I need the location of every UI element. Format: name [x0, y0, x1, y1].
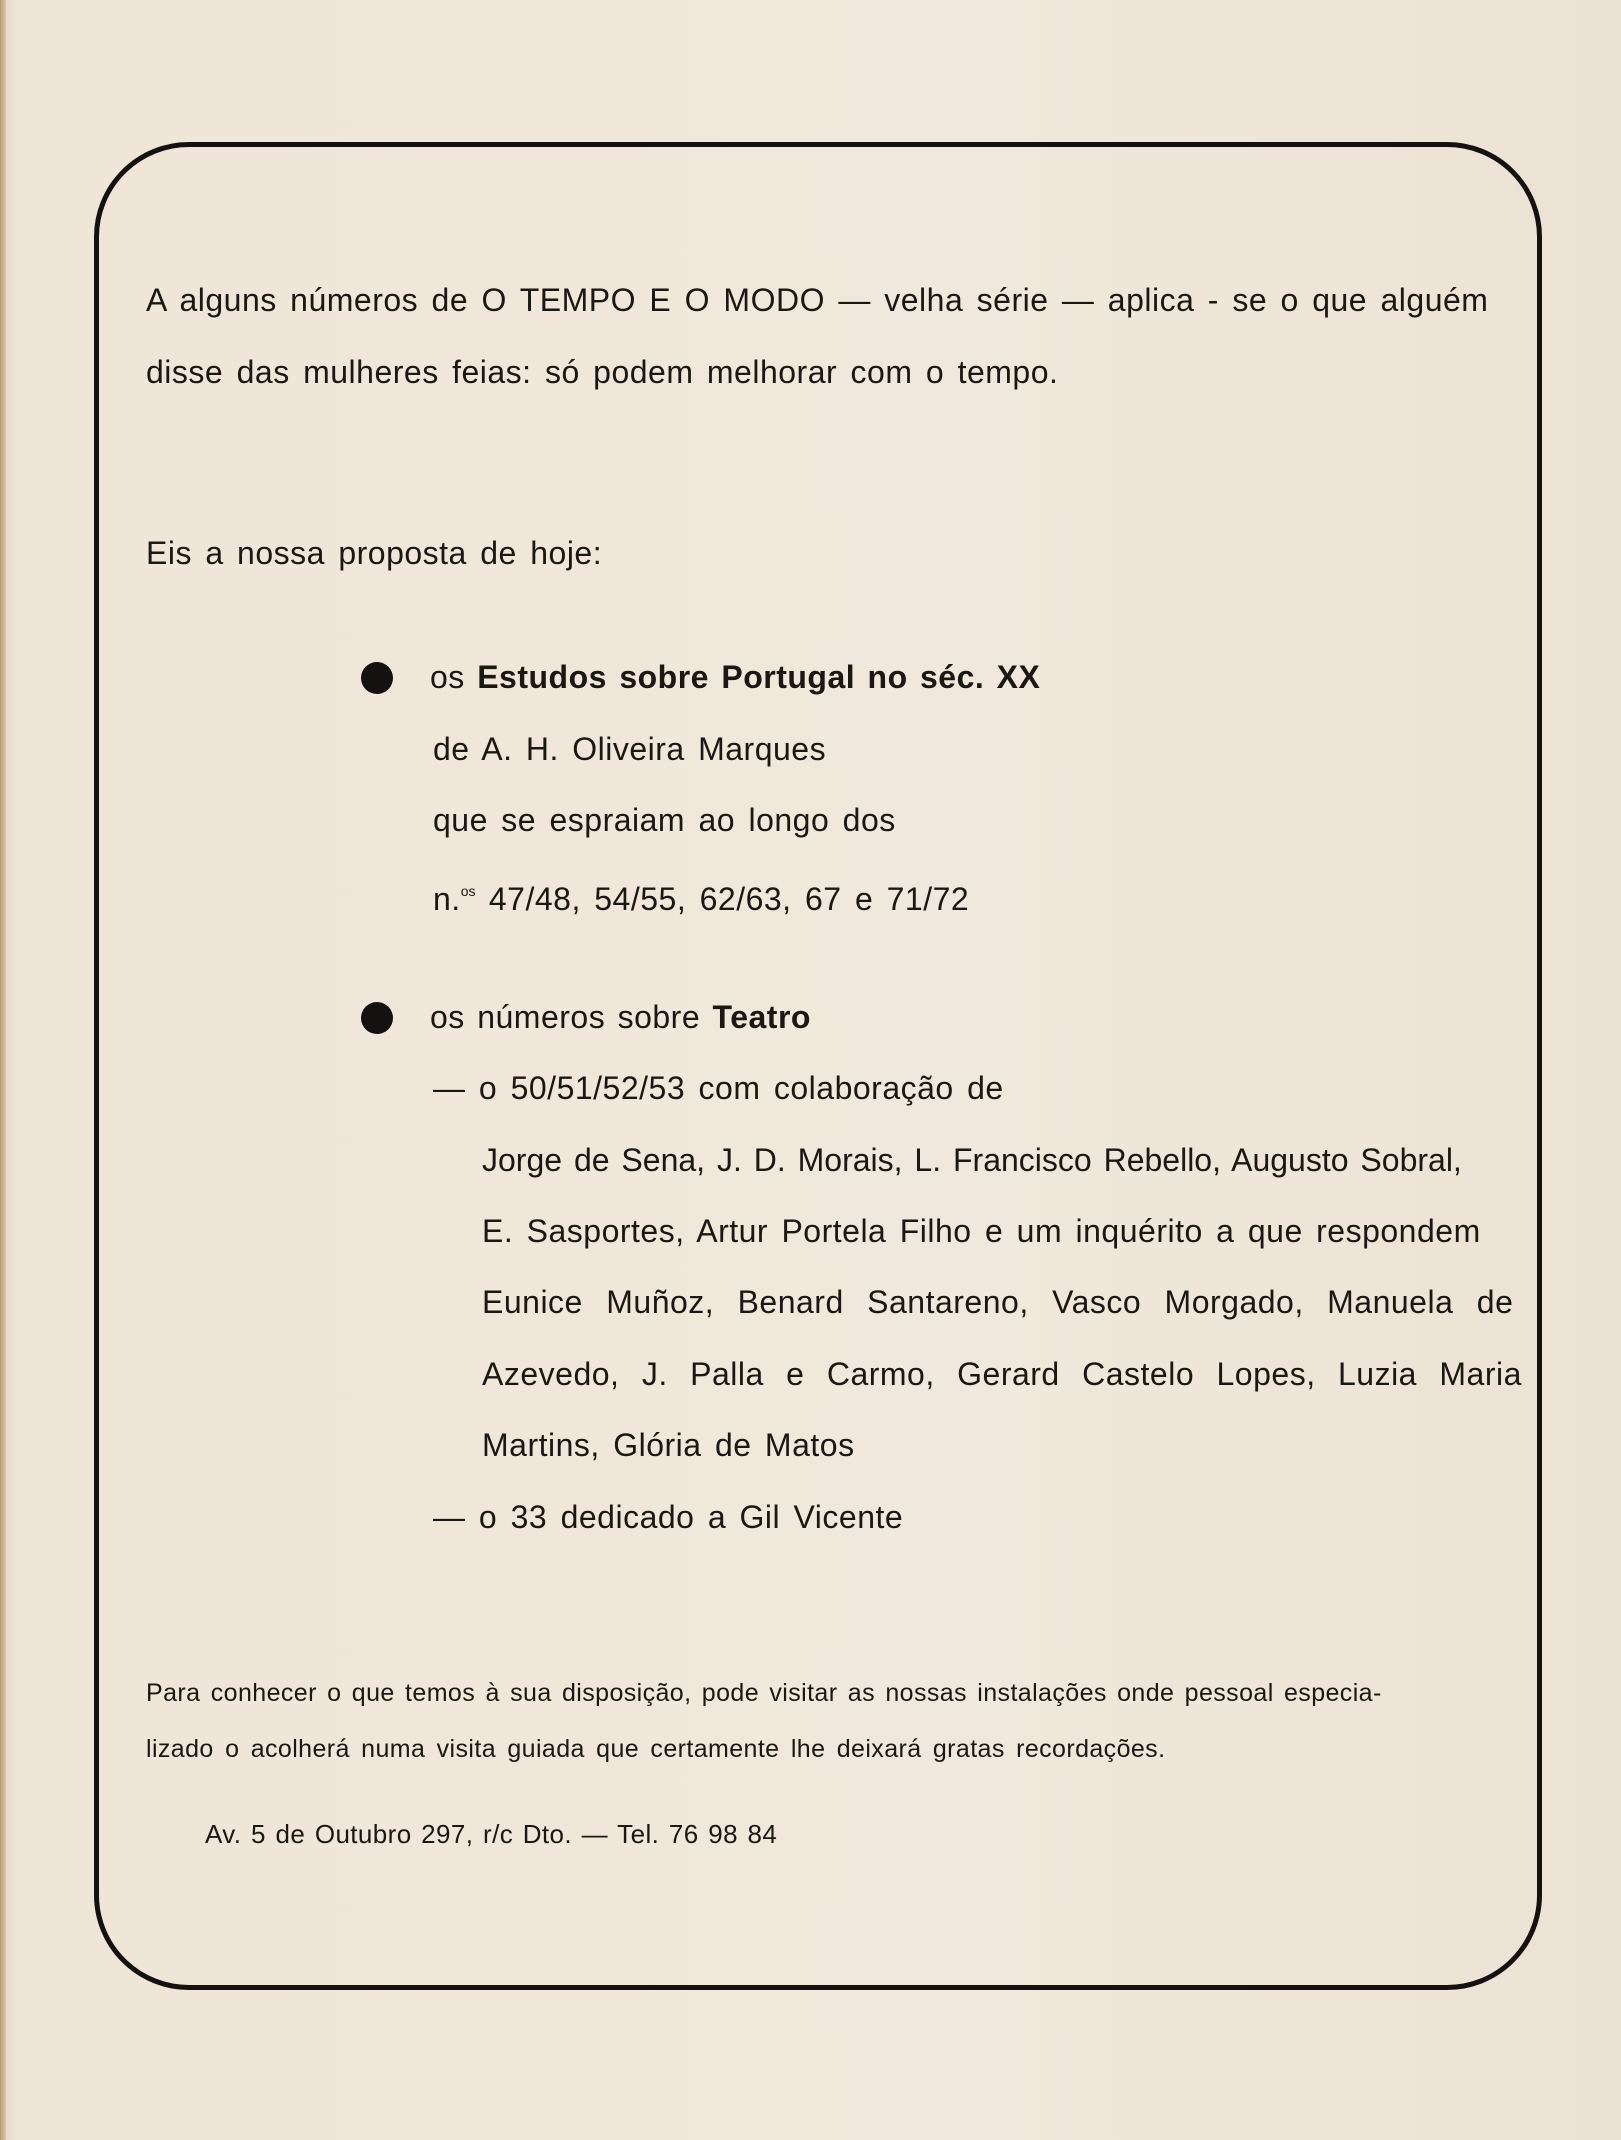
item2-names-line-1: [482, 1140, 1494, 1180]
footer-line-2: lizado o acolherá numa visita guiada que certamente lhe deixará gratas recordações.: [146, 1735, 1166, 1763]
footer-address: Av. 5 de Outubro 297, r/c Dto. — Tel. 76 98 84: [205, 1819, 778, 1849]
item2-names-line-3: Eunice Muñoz, Benard Santareno, Vasco Morgado, Manuela de: [482, 1284, 1514, 1320]
item1-title: Estudos sobre Portugal no séc. XX: [477, 659, 1041, 695]
item2-names-line-5: Martins, Glória de Matos: [482, 1427, 855, 1463]
item1-title-line: [430, 657, 1040, 697]
item2-sub2: — o 33 dedicado a Gil Vicente: [433, 1499, 904, 1535]
item2-prefix: os números sobre: [430, 999, 713, 1035]
bullet-icon: [361, 1002, 393, 1034]
item1-prefix: os: [430, 659, 478, 695]
item2-names-line-4: Azevedo, J. Palla e Carmo, Gerard Castelo Lopes, Luzia Maria: [482, 1356, 1522, 1392]
item1-issues: [433, 871, 969, 919]
intro-line-2: disse das mulheres feias: só podem melhorar com o tempo.: [146, 354, 1059, 390]
item1-issues-sup: os: [460, 883, 476, 899]
item2-title: Teatro: [712, 999, 811, 1035]
item2-title-line: [430, 997, 811, 1037]
rounded-frame: [94, 142, 1542, 1990]
page-edge: [0, 0, 6, 2140]
proposal-heading: Eis a nossa proposta de hoje:: [146, 535, 603, 571]
footer-line-1: Para conhecer o que temos à sua disposição, pode visitar as nossas instalações onde pessoal especia-: [146, 1679, 1382, 1707]
item1-issues-prefix: n.: [433, 881, 461, 917]
item2-sub1: — o 50/51/52/53 com colaboração de: [433, 1070, 1004, 1106]
names-line: Jorge de Sena, J. D. Morais, L. Francisco Rebello, Augusto Sobral,: [482, 1142, 1462, 1178]
bullet-icon: [361, 662, 393, 694]
intro-line-1: A alguns números de O TEMPO E O MODO — velha série — aplica - se o que alguém: [146, 282, 1489, 318]
item1-issues-rest: 47/48, 54/55, 62/63, 67 e 71/72: [475, 881, 970, 917]
item1-desc: que se espraiam ao longo dos: [433, 802, 896, 838]
item2-names-line-2: E. Sasportes, Artur Portela Filho e um inquérito a que respondem: [482, 1213, 1481, 1249]
item1-author: de A. H. Oliveira Marques: [433, 731, 827, 767]
